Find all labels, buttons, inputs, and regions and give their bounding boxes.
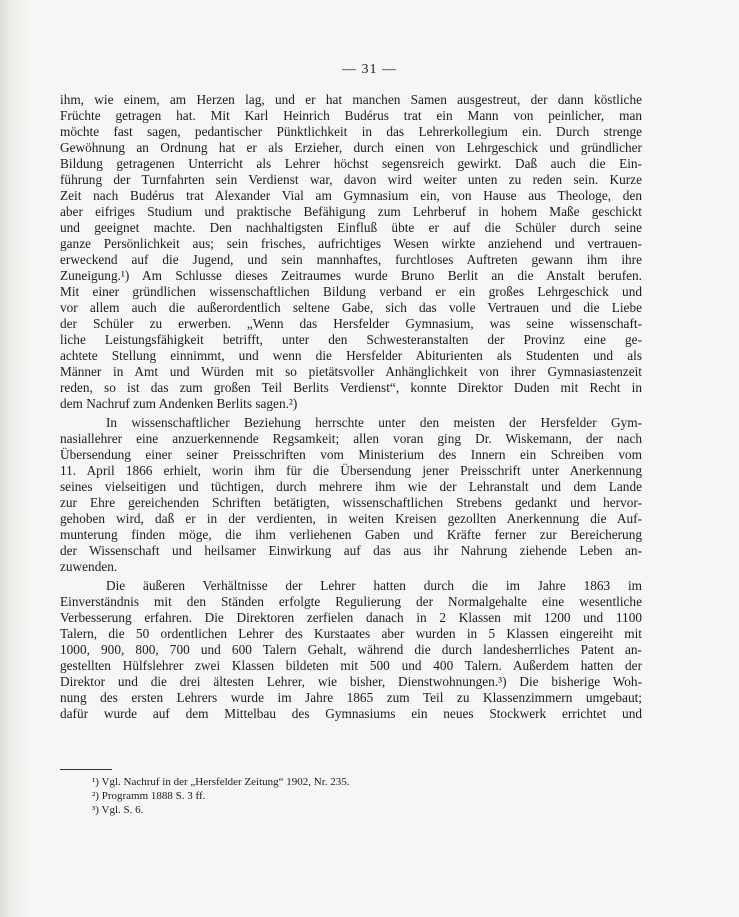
text-line: Früchte getragen hat. Mit Karl Heinrich Budérus trat ein Mann von peinlicher, man xyxy=(60,108,642,123)
text-line: Talern, die 50 ordentlichen Lehrer des Kurstaates aber wurden in 5 Klassen eingereiht mit xyxy=(60,626,642,641)
paragraph-3 xyxy=(60,578,642,722)
text-line: Direktor und die drei ältesten Lehrer, wie bisher, Dienstwohnungen.³) Die bisherige Woh- xyxy=(60,674,642,689)
text-line: Die äußeren Verhältnisse der Lehrer hatten durch die im Jahre 1863 im xyxy=(106,578,642,593)
text-line: Bildung getragenen Unterricht als Lehrer höchst segensreich gewirkt. Daß auch die Ein- xyxy=(60,156,642,171)
text-line: Gewöhnung an Ordnung hat er als Erzieher, durch einen von Lehrgeschick und gründlicher xyxy=(60,140,642,155)
text-line: reden, so ist das zum großen Teil Berlits Verdienst“, konnte Direktor Duden mit Recht in xyxy=(60,380,642,395)
text-line: Verbesserung erfahren. Die Direktoren zerfielen danach in 2 Klassen mit 1200 und 1100 xyxy=(60,610,642,625)
text-line: ihm, wie einem, am Herzen lag, und er hat manchen Samen ausgestreut, der dann köstliche xyxy=(60,92,642,107)
text-line: Einverständnis mit den Ständen erfolgte Regulierung der Normalgehalte eine wesentliche xyxy=(60,594,642,609)
body-text xyxy=(60,92,642,722)
text-line: Männer in Amt und Würden mit so pietätsvoller Anhänglichkeit von ihrer Gymnasiastenzeit xyxy=(60,364,642,379)
text-line: In wissenschaftlicher Beziehung herrschte unter den meisten der Hersfelder Gym- xyxy=(106,415,642,430)
text-line: möchte fast sagen, pedantischer Pünktlichkeit in das Lehrerkollegium ein. Durch strenge xyxy=(60,124,642,139)
text-line: nung des ersten Lehrers wurde im Jahre 1865 zum Teil zu Klassenzimmern umgebaut; xyxy=(60,690,642,705)
text-line: Übersendung einer seiner Preisschriften vom Ministerium des Innern ein Schreiben vom xyxy=(60,447,642,462)
text-line: erweckend auf die Jugend, und sein mannhaftes, furchtloses Auftreten gewann ihm ihre xyxy=(60,252,642,267)
text-line: vor allem auch die außerordentlich seltene Gabe, sich das volle Vertrauen und die Liebe xyxy=(60,300,642,315)
text-line: achtete Stellung einnimmt, und wenn die Hersfelder Abiturienten als Studenten und als xyxy=(60,348,642,363)
footnote-2: ²) Programm 1888 S. 3 ff. xyxy=(92,790,206,802)
text-line: seines vielseitigen und tüchtigen, durch mehrere ihm wie der Lehranstalt und dem Lande xyxy=(60,479,642,494)
page-number: — 31 — xyxy=(342,62,397,77)
text-line: dafür wurde auf dem Mittelbau des Gymnasiums ein neues Stockwerk errichtet und xyxy=(60,706,642,721)
text-line: munterung finden möge, die ihm verliehenen Gaben und Kräfte ferner zur Bereicherung xyxy=(60,527,642,542)
text-line: Mit einer gründlichen wissenschaftlichen Bildung verband er ein großes Lehrgeschick und xyxy=(60,284,642,299)
paragraph-2 xyxy=(60,415,642,575)
text-line: gehoben wird, daß er in der verdienten, in weiten Kreisen gezollten Anerkennung die Auf- xyxy=(60,511,642,526)
text-line: zuwenden. xyxy=(60,559,118,574)
text-line: führung der Turnfahrten sein Verdienst war, davon wird weiter unten zu reden sein. Kurze xyxy=(60,172,642,187)
text-line: und geeignet machte. Den nachhaltigsten Einfluß übte er auf die Schüler durch seine xyxy=(60,220,642,235)
text-line: gestellten Hülfslehrer zwei Klassen bildeten mit 500 und 400 Talern. Außerdem hatten der xyxy=(60,658,642,673)
text-line: 1000, 900, 800, 700 und 600 Talern Gehalt, während die durch landesherrliches Patent an- xyxy=(60,642,642,657)
text-line: nasiallehrer eine anzuerkennende Regsamkeit; allen voran ging Dr. Wiskemann, der nach xyxy=(60,431,642,446)
footnote-1: ¹) Vgl. Nachruf in der „Hersfelder Zeitung“ 1902, Nr. 235. xyxy=(92,776,350,788)
text-line: Zuneigung.¹) Am Schlusse dieses Zeitraumes wurde Bruno Berlit an die Anstalt berufen. xyxy=(60,268,642,283)
text-line: 11. April 1866 erhielt, worin ihm für die Übersendung jener Preisschrift unter Anerkennung xyxy=(60,463,642,478)
text-line: zur Ehre gereichenden Schriften betätigten, wissenschaftlichen Strebens gedankt und hervor- xyxy=(60,495,642,510)
text-line: der Wissenschaft und heilsamer Einwirkung auf das aus ihr Nahrung ziehende Leben an- xyxy=(60,543,642,558)
text-line: der Schüler zu erwerben. „Wenn das Hersfelder Gymnasium, was seine wissenschaft- xyxy=(60,316,642,331)
footnote-divider xyxy=(60,769,112,770)
text-line: aber eifriges Studium und praktische Befähigung zum Lehrberuf in hohem Maße geschickt xyxy=(60,204,642,219)
footnote-3: ³) Vgl. S. 6. xyxy=(92,804,144,816)
paragraph-1 xyxy=(60,92,642,412)
text-line: dem Nachruf zum Andenken Berlits sagen.²) xyxy=(60,396,298,411)
text-line: Zeit nach Budérus trat Alexander Vial am Gymnasium ein, von Hause aus Theologe, den xyxy=(60,188,642,203)
text-line: ganze Persönlichkeit aus; sein frisches, aufrichtiges Wesen wirkte anziehend und vertrauen- xyxy=(60,236,642,251)
text-line: liche Leistungsfähigkeit betrifft, unter den Schwesteranstalten der Provinz eine ge- xyxy=(60,332,642,347)
footnotes xyxy=(92,775,612,817)
